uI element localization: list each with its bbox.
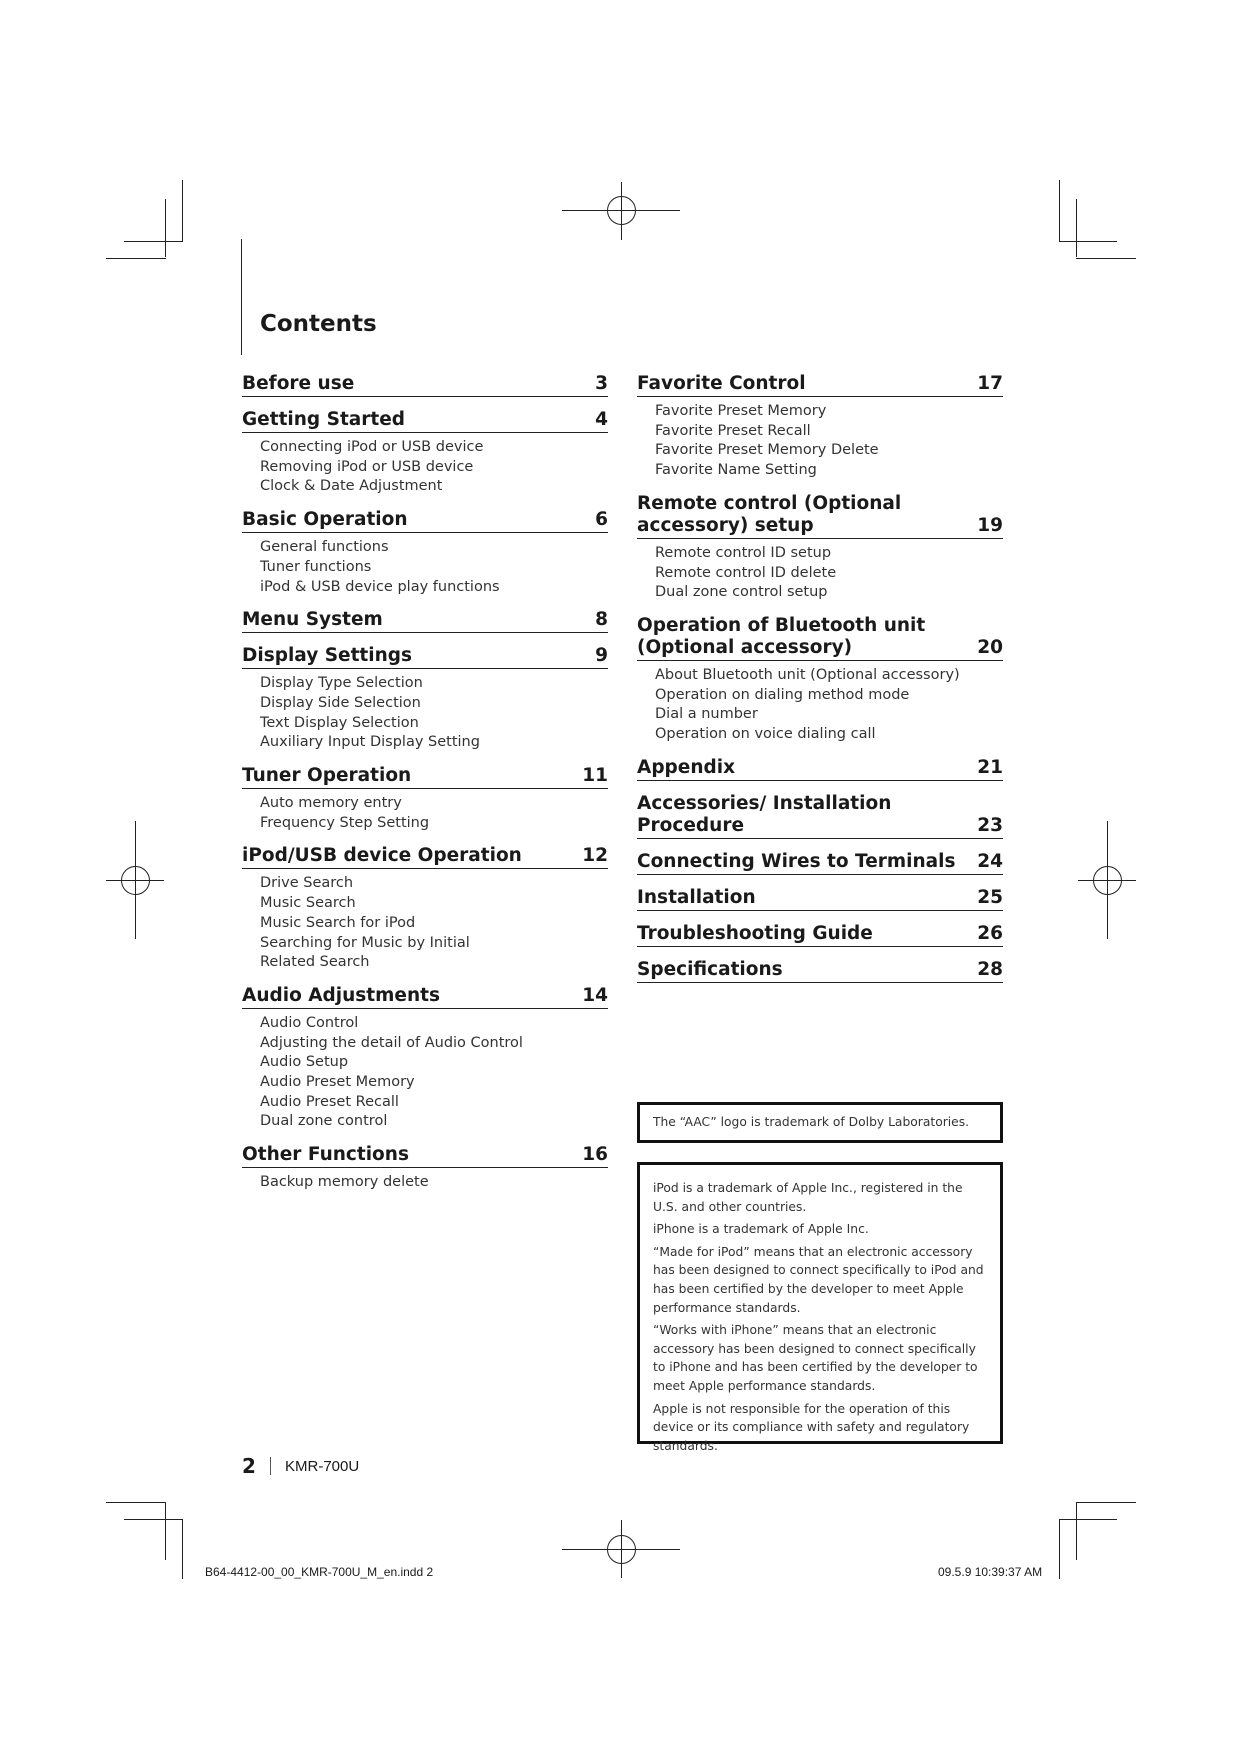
toc-page-number: 20 xyxy=(977,636,1003,658)
crop-mark xyxy=(106,258,166,259)
crop-mark xyxy=(1076,1502,1077,1560)
toc-section xyxy=(637,923,1003,947)
apple-notice-paragraph: Apple is not responsible for the operation of this device or its compliance with safety and regulatory standards. xyxy=(653,1401,970,1453)
print-slug-timestamp: 09.5.9 10:39:37 AM xyxy=(938,1565,1043,1579)
footer-separator xyxy=(270,1457,271,1475)
toc-subsection-list xyxy=(637,544,1003,603)
toc-subsection-list xyxy=(242,794,608,833)
apple-notice-paragraph: iPhone is a trademark of Apple Inc. xyxy=(653,1222,869,1237)
title-rule xyxy=(241,239,242,355)
registration-circle xyxy=(607,1535,636,1564)
toc-section xyxy=(242,409,608,497)
toc-section xyxy=(242,609,608,633)
registration-circle xyxy=(607,196,636,225)
toc-subsection-item: Favorite Preset Recall xyxy=(655,422,811,439)
toc-section xyxy=(637,757,1003,781)
toc-page-number: 16 xyxy=(582,1144,608,1166)
toc-subsection-list xyxy=(242,438,608,497)
crop-mark xyxy=(1059,1519,1060,1579)
toc-page-number: 12 xyxy=(582,845,608,867)
toc-subsection-item: Connecting iPod or USB device xyxy=(260,439,484,455)
apple-notice-paragraph: iPod is a trademark of Apple Inc., registered in the U.S. and other countries. xyxy=(653,1181,963,1214)
toc-subsection-item: Remote control ID setup xyxy=(655,544,832,561)
toc-subsection-list xyxy=(242,674,608,753)
toc-page-number: 17 xyxy=(977,373,1003,394)
toc-page-number: 4 xyxy=(595,409,608,430)
toc-subsection-item: Auto memory entry xyxy=(260,795,402,812)
apple-trademark-notice xyxy=(637,1162,1003,1453)
crop-mark xyxy=(1076,258,1136,259)
toc-section-heading[interactable] xyxy=(242,645,608,669)
toc-section-heading[interactable] xyxy=(242,985,608,1009)
crop-mark xyxy=(1076,199,1077,257)
toc-page-number: 11 xyxy=(582,765,608,787)
toc-subsection-list xyxy=(242,1014,608,1132)
registration-circle xyxy=(121,866,150,895)
toc-section-heading[interactable] xyxy=(637,851,1003,875)
toc-subsection-item: Dual zone control xyxy=(260,1113,388,1130)
toc-subsection-item: Operation on voice dialing call xyxy=(655,726,876,743)
toc-page-number: 25 xyxy=(977,886,1003,908)
toc-page-number: 14 xyxy=(582,984,608,1006)
toc-subsection-item: Audio Preset Recall xyxy=(260,1093,399,1110)
toc-section xyxy=(242,985,608,1132)
crop-mark xyxy=(1076,1502,1136,1503)
crop-mark xyxy=(182,1519,183,1579)
toc-section-title: Tuner Operation xyxy=(242,765,412,787)
toc-section-heading[interactable] xyxy=(637,373,1003,397)
toc-section xyxy=(637,851,1003,875)
toc-subsection-item: Music Search for iPod xyxy=(260,914,416,931)
toc-section xyxy=(637,793,1003,839)
toc-subsection-item: Audio Control xyxy=(260,1014,359,1031)
contents-left-column xyxy=(242,373,608,1205)
crop-mark xyxy=(165,1502,166,1560)
aac-notice-text: The “AAC” logo is trademark of Dolby Laboratories. xyxy=(653,1115,970,1129)
toc-section xyxy=(242,765,608,833)
toc-subsection-item: Display Side Selection xyxy=(260,694,421,711)
toc-section xyxy=(637,615,1003,745)
toc-page-number: 6 xyxy=(595,509,608,531)
toc-section-heading[interactable] xyxy=(242,409,608,433)
toc-subsection-item: Adjusting the detail of Audio Control xyxy=(260,1034,523,1051)
toc-page-number: 26 xyxy=(977,922,1003,944)
toc-section-heading[interactable] xyxy=(242,765,608,789)
toc-section-title: Menu System xyxy=(242,609,383,631)
crop-mark xyxy=(1059,1519,1117,1520)
toc-subsection-list xyxy=(242,874,608,973)
toc-section-title: Installation xyxy=(637,886,756,908)
toc-section-title: Connecting Wires to Terminals xyxy=(637,850,956,872)
toc-page-number: 8 xyxy=(595,609,608,631)
crop-mark xyxy=(182,180,183,242)
toc-subsection-item: Music Search xyxy=(260,895,356,912)
toc-subsection-item: Searching for Music by Initial xyxy=(260,934,470,951)
toc-section xyxy=(242,645,608,753)
crop-mark xyxy=(124,241,182,242)
toc-section-title: iPod/USB device Operation xyxy=(242,845,522,867)
toc-section-heading[interactable] xyxy=(637,793,1003,839)
toc-page-number: 3 xyxy=(595,373,608,394)
toc-section-heading[interactable] xyxy=(637,923,1003,947)
registration-circle xyxy=(1093,866,1122,895)
aac-trademark-notice xyxy=(637,1102,1003,1143)
crop-mark xyxy=(1059,241,1117,242)
toc-subsection-item: Dial a number xyxy=(655,706,758,723)
toc-subsection-item: Favorite Preset Memory Delete xyxy=(655,442,879,459)
toc-subsection-item: Clock & Date Adjustment xyxy=(260,478,443,495)
toc-subsection-item: Dual zone control setup xyxy=(655,584,828,601)
toc-subsection-item: Text Display Selection xyxy=(260,714,419,731)
toc-section xyxy=(637,373,1003,481)
toc-subsection-item: Favorite Name Setting xyxy=(655,462,817,479)
toc-page-number: 28 xyxy=(977,958,1003,980)
toc-section xyxy=(242,373,608,397)
toc-section-title: Troubleshooting Guide xyxy=(637,922,873,944)
toc-section-title: Appendix xyxy=(637,756,736,778)
crop-mark xyxy=(124,1519,182,1520)
toc-subsection-item: Backup memory delete xyxy=(260,1174,429,1191)
toc-page-number: 19 xyxy=(977,514,1003,536)
toc-subsection-list xyxy=(242,538,608,597)
toc-page-number: 9 xyxy=(595,645,608,667)
toc-subsection-item: Favorite Preset Memory xyxy=(655,403,827,419)
toc-subsection-item: General functions xyxy=(260,539,389,556)
toc-subsection-item: Audio Preset Memory xyxy=(260,1074,415,1091)
print-slug-filename: B64-4412-00_00_KMR-700U_M_en.indd 2 xyxy=(205,1565,434,1579)
apple-notice-paragraph: “Works with iPhone” means that an electronic accessory has been designed to connect specifically to iPhone and has been certified by the developer to meet Apple performance standards. xyxy=(653,1323,978,1393)
toc-subsection-list xyxy=(637,402,1003,481)
toc-section-title: Specifications xyxy=(637,958,783,980)
crop-mark xyxy=(106,1502,166,1503)
toc-section xyxy=(637,959,1003,983)
toc-subsection-item: About Bluetooth unit (Optional accessory) xyxy=(655,666,960,683)
toc-subsection-list xyxy=(242,1173,608,1193)
toc-section-heading[interactable] xyxy=(242,845,608,869)
toc-page-number: 24 xyxy=(977,850,1003,872)
toc-section-title: Display Settings xyxy=(242,645,413,667)
toc-section-title: Favorite Control xyxy=(637,373,806,394)
toc-subsection-item: Remote control ID delete xyxy=(655,564,837,581)
toc-subsection-list xyxy=(637,666,1003,745)
apple-notice-paragraph: “Made for iPod” means that an electronic accessory has been designed to connect specifically to iPod and has been certified by the developer to meet Apple performance standards. xyxy=(653,1244,984,1315)
footer-page-number: 2 xyxy=(242,1454,256,1478)
toc-section-heading[interactable] xyxy=(637,615,1003,661)
toc-subsection-item: Display Type Selection xyxy=(260,675,423,692)
crop-mark xyxy=(165,199,166,257)
toc-section-title: Before use xyxy=(242,373,355,394)
page-title: Contents xyxy=(260,311,377,337)
toc-section-heading[interactable] xyxy=(242,373,608,397)
toc-section xyxy=(637,493,1003,603)
toc-section-title: Remote control (Optional accessory) setup xyxy=(637,492,902,536)
toc-section-title: Operation of Bluetooth unit (Optional accessory) xyxy=(637,614,926,658)
toc-section-heading[interactable] xyxy=(637,959,1003,983)
toc-section-title: Accessories/ Installation Procedure xyxy=(637,792,892,836)
toc-page-number: 21 xyxy=(977,756,1003,778)
toc-subsection-item: Drive Search xyxy=(260,875,354,892)
toc-section xyxy=(637,887,1003,911)
toc-subsection-item: Auxiliary Input Display Setting xyxy=(260,734,480,751)
contents-right-column xyxy=(637,373,1003,995)
toc-section-heading[interactable] xyxy=(242,609,608,633)
toc-section-heading[interactable] xyxy=(637,757,1003,781)
toc-section xyxy=(242,1144,608,1193)
toc-section-heading[interactable] xyxy=(242,1144,608,1168)
toc-section-heading[interactable] xyxy=(242,509,608,533)
toc-subsection-item: Operation on dialing method mode xyxy=(655,686,910,703)
footer-model: KMR-700U xyxy=(285,1458,360,1475)
toc-page-number: 23 xyxy=(977,814,1003,836)
toc-section-heading[interactable] xyxy=(637,493,1003,539)
toc-subsection-item: Removing iPod or USB device xyxy=(260,458,474,475)
toc-subsection-item: iPod & USB device play functions xyxy=(260,578,500,595)
toc-subsection-item: Tuner functions xyxy=(260,558,372,575)
toc-section xyxy=(242,845,608,973)
toc-section-title: Getting Started xyxy=(242,409,406,430)
toc-section-title: Basic Operation xyxy=(242,509,408,531)
crop-mark xyxy=(1059,180,1060,242)
toc-section-title: Audio Adjustments xyxy=(242,984,440,1006)
toc-subsection-item: Frequency Step Setting xyxy=(260,814,430,831)
toc-subsection-item: Related Search xyxy=(260,954,370,971)
toc-subsection-item: Audio Setup xyxy=(260,1054,349,1071)
toc-section-heading[interactable] xyxy=(637,887,1003,911)
toc-section xyxy=(242,509,608,597)
toc-section-title: Other Functions xyxy=(242,1144,409,1166)
